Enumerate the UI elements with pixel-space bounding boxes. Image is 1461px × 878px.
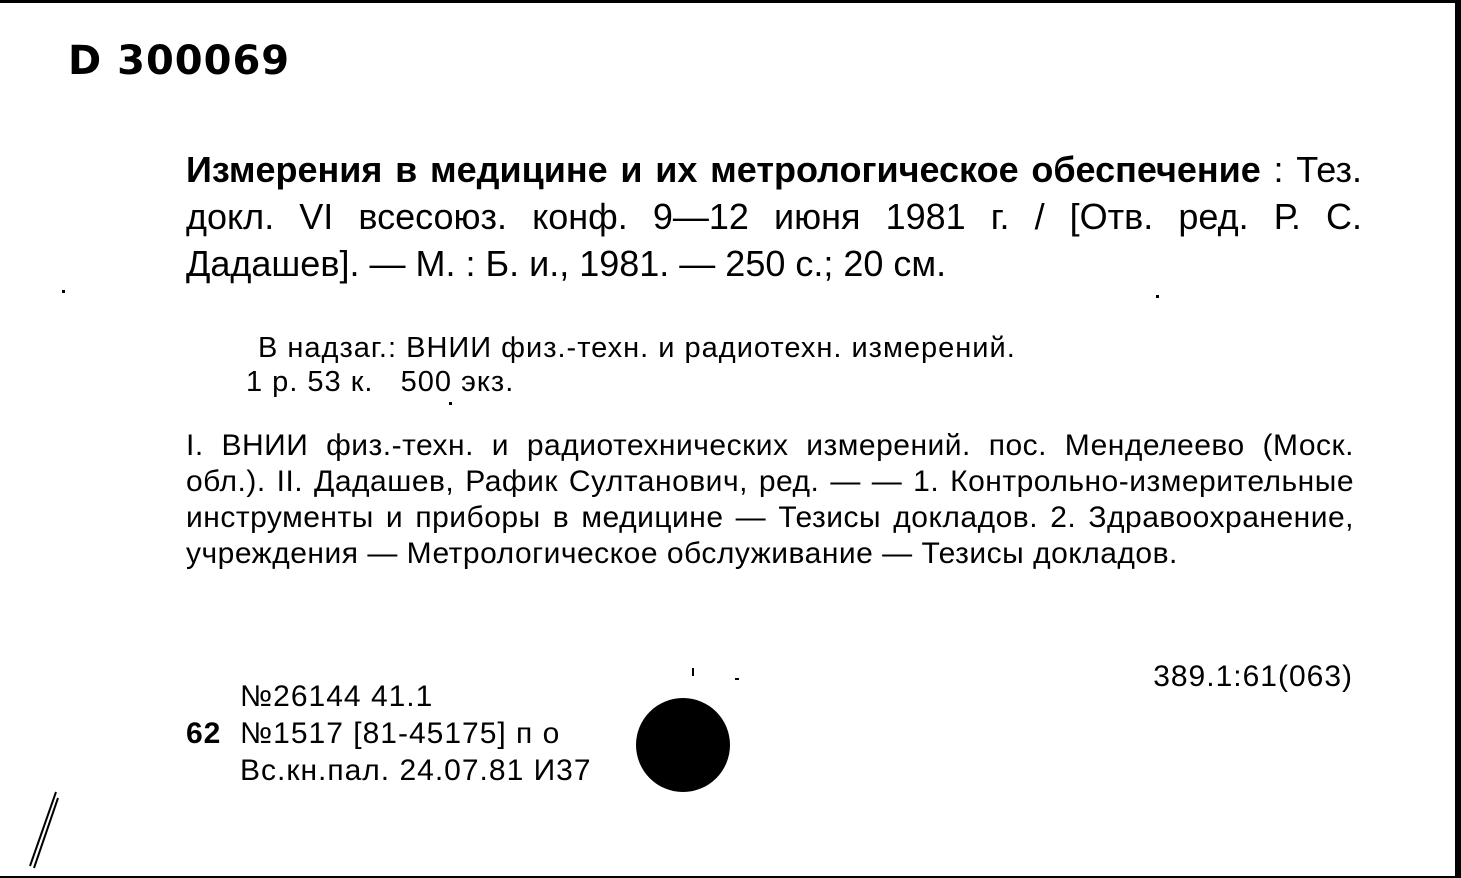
speck — [1156, 295, 1159, 298]
book-title: Измерения в медицине и их метрологическое обеспечение — [186, 149, 1261, 190]
price-edition: 1 р. 53 к. 500 экз. — [246, 366, 515, 398]
accession-number: №26144 41.1 — [240, 680, 434, 713]
card-code: D 300069 — [68, 38, 291, 84]
registration-number: №1517 [81-45175] п о — [240, 717, 561, 750]
publication-details: : Тез. докл. VI всесоюз. конф. 9—12 июня 1981 г. / [Отв. ред. Р. С. Дадашев]. — М. : Б. и., 1981. — 250 с.; 20 см. — [186, 149, 1362, 284]
tracings: I. ВНИИ физ.-техн. и радиотехнических измерений. пос. Менделеево (Моск. обл.). II. Дадашев, Рафик Султанович, ред. — — 1. Контрольно-измерительные инструменты и приборы в медицине — Тезисы докладов. 2. Здравоохранение, учреждения — Метрологическое обслуживание — Тезисы докладов. — [186, 429, 1354, 570]
accession-block — [186, 678, 592, 789]
punch-hole — [636, 698, 730, 792]
bibliographic-description — [186, 146, 1362, 287]
accession-prefix: 62 — [186, 717, 222, 750]
card-edge-top — [0, 0, 1461, 3]
card-edge-right — [1455, 0, 1461, 878]
speck — [692, 668, 694, 676]
speck — [735, 678, 739, 680]
speck — [62, 290, 65, 293]
accession-row — [186, 715, 592, 752]
chamber-stamp: Вс.кн.пал. 24.07.81 И37 — [240, 754, 592, 787]
pen-mark — [20, 790, 64, 870]
udc-classification: 389.1:61(063) — [1153, 660, 1353, 693]
header-note: В надзаг.: ВНИИ физ.-техн. и радиотехн. измерений. — [258, 332, 1016, 364]
accession-row — [186, 678, 592, 715]
speck — [449, 402, 452, 405]
accession-row — [186, 752, 592, 789]
